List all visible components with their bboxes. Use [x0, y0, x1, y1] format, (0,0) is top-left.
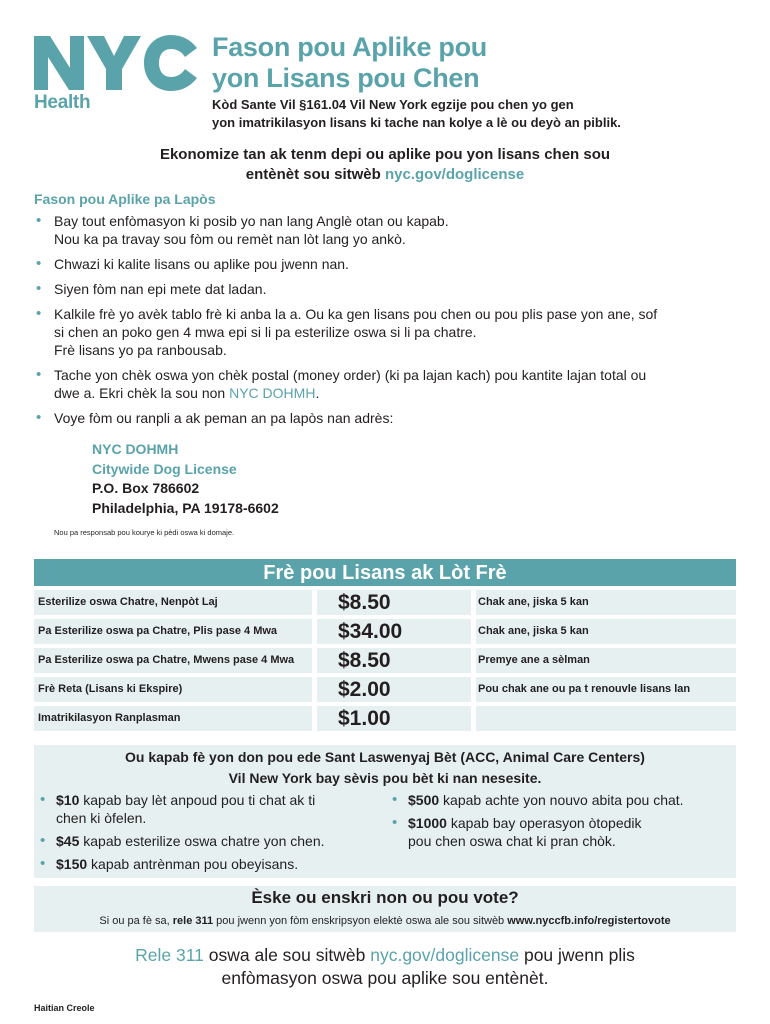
- fee-type: Frè Reta (Lisans ki Ekspire): [34, 677, 312, 702]
- online-apply-notice: [60, 145, 710, 185]
- donation-text: kapab esterilize oswa chatre yon chen.: [79, 833, 325, 849]
- table-row: [34, 648, 736, 673]
- voter-registration-panel: [34, 886, 736, 932]
- fee-note: Pou chak ane ou pa t renouvle lisans lan: [476, 677, 736, 702]
- item-text: • Chwazi ki kalite lisans ou aplike pou jwenn nan.: [54, 256, 349, 272]
- table-row: [34, 590, 736, 615]
- list-item: [34, 305, 744, 359]
- title-line-1: Fason pou Aplike pou: [212, 32, 487, 62]
- footer-text: oswa ale sou sitwèb: [203, 945, 371, 965]
- donation-amount: $500: [408, 792, 440, 808]
- item-text-suffix: .: [315, 385, 320, 401]
- table-row: [34, 619, 736, 644]
- address-line-2: Citywide Dog License: [92, 460, 237, 477]
- mailing-address: [92, 440, 279, 518]
- mail-instructions-list: [34, 212, 744, 434]
- mail-disclaimer: Nou pa responsab pou kourye ki pèdi oswa ki domaje.: [54, 528, 235, 537]
- donation-amount: $150: [56, 856, 88, 872]
- address-line-1: NYC DOHMH: [92, 441, 179, 457]
- item-text-prefix: dwe a. Ekri chèk la sou non: [54, 385, 230, 401]
- acc-donation-panel: [34, 745, 736, 878]
- language-label: Haitian Creole: [34, 1003, 95, 1013]
- donation-amount: $1000: [408, 815, 447, 831]
- list-item: [34, 255, 744, 273]
- fee-amount: $2.00: [317, 677, 471, 702]
- acc-heading-line-1: Ou kapab fè yon don pou ede Sant Laswenyaj Bèt (ACC, Animal Care Centers): [125, 749, 645, 765]
- title-line-2: yon Lisans pou Chen: [212, 63, 480, 93]
- fee-note: [476, 706, 736, 731]
- list-item: [34, 366, 744, 402]
- online-notice-line-2: [60, 165, 710, 185]
- donation-list-left: [36, 791, 386, 878]
- nyc-health-logo: [34, 34, 198, 114]
- item-text: • Siyen fòm nan epi mete dat ladan.: [54, 281, 267, 297]
- subtitle-line-2: yon imatrikilasyon lisans ki tache nan kolye a lè ou deyò an piblik.: [212, 115, 621, 130]
- list-item: [36, 791, 386, 827]
- item-text: • Voye fòm ou ranpli a ak peman an pa lapòs nan adrès:: [54, 410, 394, 426]
- call-311-link: Rele 311: [135, 945, 204, 965]
- subtitle-line-1: Kòd Sante Vil §161.04 Vil New York egzije pou chen yo gen: [212, 97, 574, 112]
- address-line-3: P.O. Box 786602: [92, 480, 200, 496]
- footer-text: pou jwenn plis: [519, 945, 635, 965]
- table-row: [34, 677, 736, 702]
- footer-line-2: enfòmasyon oswa pou aplike sou entènèt.: [221, 968, 549, 988]
- fee-note: Chak ane, jiska 5 kan: [476, 590, 736, 615]
- fee-amount: $8.50: [317, 590, 471, 615]
- item-text: • Tache yon chèk oswa yon chèk postal (money order) (ki pa lajan kach) pou kantite lajan total ou: [54, 367, 647, 383]
- payee-name: NYC DOHMH: [229, 385, 316, 401]
- logo-health-label: Health: [34, 92, 91, 113]
- list-item: [36, 855, 386, 873]
- vote-text: [34, 915, 736, 927]
- fee-type: Imatrikilasyon Ranplasman: [34, 706, 312, 731]
- footer-doglicense-link[interactable]: nyc.gov/doglicense: [370, 945, 520, 965]
- fee-amount: $34.00: [317, 619, 471, 644]
- list-item: [388, 791, 733, 809]
- vote-text-prefix: Si ou pa fè sa,: [99, 915, 173, 927]
- item-text: Nou ka pa travay sou fòm ou remèt nan lòt lang yo ankò.: [54, 231, 406, 247]
- item-text: • Kalkile frè yo avèk tablo frè ki anba la a. Ou ka gen lisans pou chen ou pou plis pase yon ane, sof: [54, 306, 658, 322]
- donation-text: chen ki òfelen.: [56, 810, 147, 826]
- footer-line-1: [40, 944, 730, 967]
- list-item: [34, 212, 744, 248]
- mail-section-heading: Fason pou Aplike pa Lapòs: [34, 191, 216, 207]
- online-notice-line-1: Ekonomize tan ak tenm depi ou aplike pou yon lisans chen sou: [159, 146, 611, 163]
- donation-text: kapab achte yon nouvo abita pou chat.: [439, 792, 684, 808]
- donation-amount: $45: [56, 833, 80, 849]
- donation-text: pou chen oswa chat ki pran chòk.: [408, 833, 616, 849]
- table-row: [34, 706, 736, 731]
- donation-amount: $10: [56, 792, 80, 808]
- page-title: [212, 32, 732, 94]
- online-notice-prefix: entènèt sou sitwèb: [245, 166, 385, 183]
- donation-list-right: [388, 791, 733, 855]
- fee-table-title: Frè pou Lisans ak Lòt Frè: [34, 559, 736, 586]
- vote-text-middle: pou jwenn yon fòm enskripsyon elektè oswa ale sou sitwèb: [213, 915, 508, 927]
- health-code-subtitle: [212, 96, 742, 132]
- fee-type: Esterilize oswa Chatre, Nenpòt Laj: [34, 590, 312, 615]
- item-text: Frè lisans yo pa ranbousab.: [54, 342, 227, 358]
- fee-amount: $1.00: [317, 706, 471, 731]
- fee-amount: $8.50: [317, 648, 471, 673]
- list-item: [36, 832, 386, 850]
- acc-heading-line-2: Vil New York bay sèvis pou bèt ki nan nesesite.: [228, 770, 542, 786]
- list-item: [388, 814, 733, 850]
- register-to-vote-link[interactable]: www.nyccfb.info/registertovote: [507, 915, 671, 927]
- address-line-4: Philadelphia, PA 19178-6602: [92, 499, 279, 516]
- list-item: [34, 280, 744, 298]
- vote-heading: Èske ou enskri non ou pou vote?: [251, 888, 519, 907]
- fee-type: Pa Esterilize oswa pa Chatre, Mwens pase 4 Mwa: [34, 648, 312, 673]
- item-text: [54, 384, 744, 402]
- fee-type: Pa Esterilize oswa pa Chatre, Plis pase 4 Mwa: [34, 619, 312, 644]
- vote-call-311: rele 311: [172, 915, 214, 927]
- donation-text: kapab antrènman pou obeyisans.: [87, 856, 299, 872]
- fee-note: Premye ane a sèlman: [476, 648, 736, 673]
- nyc-logo-icon: [34, 34, 198, 92]
- list-item: [34, 409, 744, 427]
- fee-note: Chak ane, jiska 5 kan: [476, 619, 736, 644]
- footer-call-to-action: [40, 944, 730, 990]
- donation-text: kapab bay lèt anpoud pou ti chat ak ti: [79, 792, 316, 808]
- donation-text: kapab bay operasyon òtopedik: [446, 815, 642, 831]
- item-text: si chen an poko gen 4 mwa epi si li pa esterilize oswa si li pa chatre.: [54, 324, 477, 340]
- item-text: • Bay tout enfòmasyon ki posib yo nan lang Anglè otan ou kapab.: [54, 213, 449, 229]
- doglicense-link[interactable]: nyc.gov/doglicense: [384, 166, 525, 183]
- acc-heading: [34, 747, 736, 789]
